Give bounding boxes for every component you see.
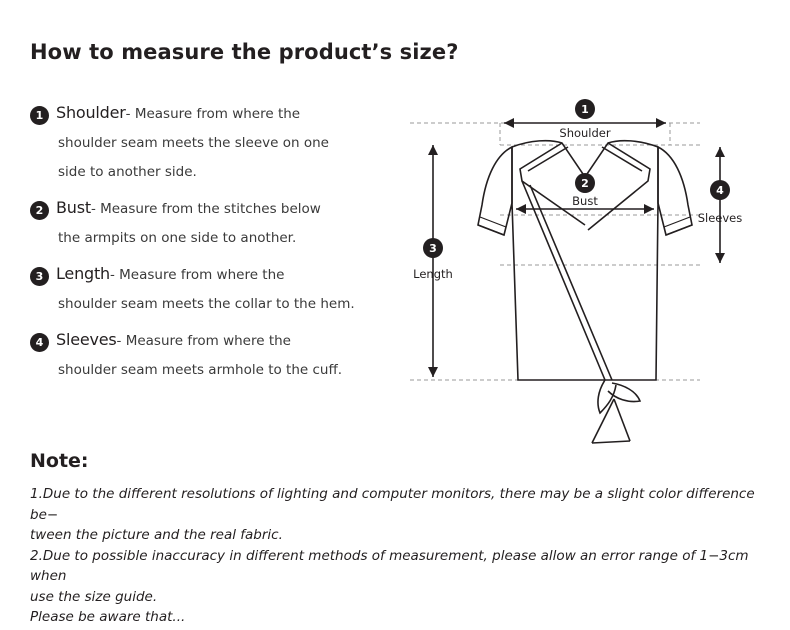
sleeves-label: Sleeves [697,211,743,225]
shoulder-label: Shoulder [559,126,611,140]
note-line: 1.Due to the different resolutions of lighting and computer monitors, there may be a slight color difference be− [30,486,755,523]
note-line: Please be aware that... [30,609,186,625]
garment-measurement-diagram [400,85,780,445]
note-body [30,484,770,628]
list-item [30,198,410,248]
step-description-line2: the armpits on one side to another. [58,230,297,246]
step-description-line3: side to another side. [58,164,197,180]
step-description-line2: shoulder seam meets the sleeve on one [58,135,329,151]
note-line: tween the picture and the real fabric. [30,527,283,543]
length-number: 3 [429,242,437,255]
step-term: Shoulder [56,103,126,122]
step-description: - Measure from where the [110,267,285,283]
measurement-steps [30,103,410,396]
list-item [30,264,410,314]
step-term: Length [56,264,110,283]
note-line: 2.Due to possible inaccuracy in different methods of measurement, please allow an error range of 1−3cm when [30,547,749,584]
step-description-line2: shoulder seam meets the collar to the hem. [58,296,355,312]
length-label: Length [413,267,453,281]
step-description: - Measure from where the [116,333,291,349]
page-title: How to measure the product’s size? [30,40,459,64]
step-term: Bust [56,198,91,217]
step-number-badge: 4 [30,333,49,352]
shoulder-number: 1 [581,103,589,116]
list-item [30,103,410,182]
step-term: Sleeves [56,330,117,349]
step-number-badge: 3 [30,267,49,286]
shoulder-dimension [504,99,666,140]
sleeves-dimension [698,147,743,263]
length-dimension [413,145,453,377]
note-line: use the size guide. [30,588,158,605]
sleeves-number: 4 [716,184,724,197]
step-description-line2: shoulder seam meets armhole to the cuff. [58,362,343,378]
bust-label: Bust [572,194,598,208]
step-number-badge: 2 [30,201,49,220]
bust-number: 2 [581,177,589,190]
step-description: - Measure from the stitches below [90,201,321,217]
list-item [30,330,410,380]
step-number-badge: 1 [30,106,49,125]
note-heading: Note: [30,450,89,472]
step-description: - Measure from where the [125,106,301,122]
